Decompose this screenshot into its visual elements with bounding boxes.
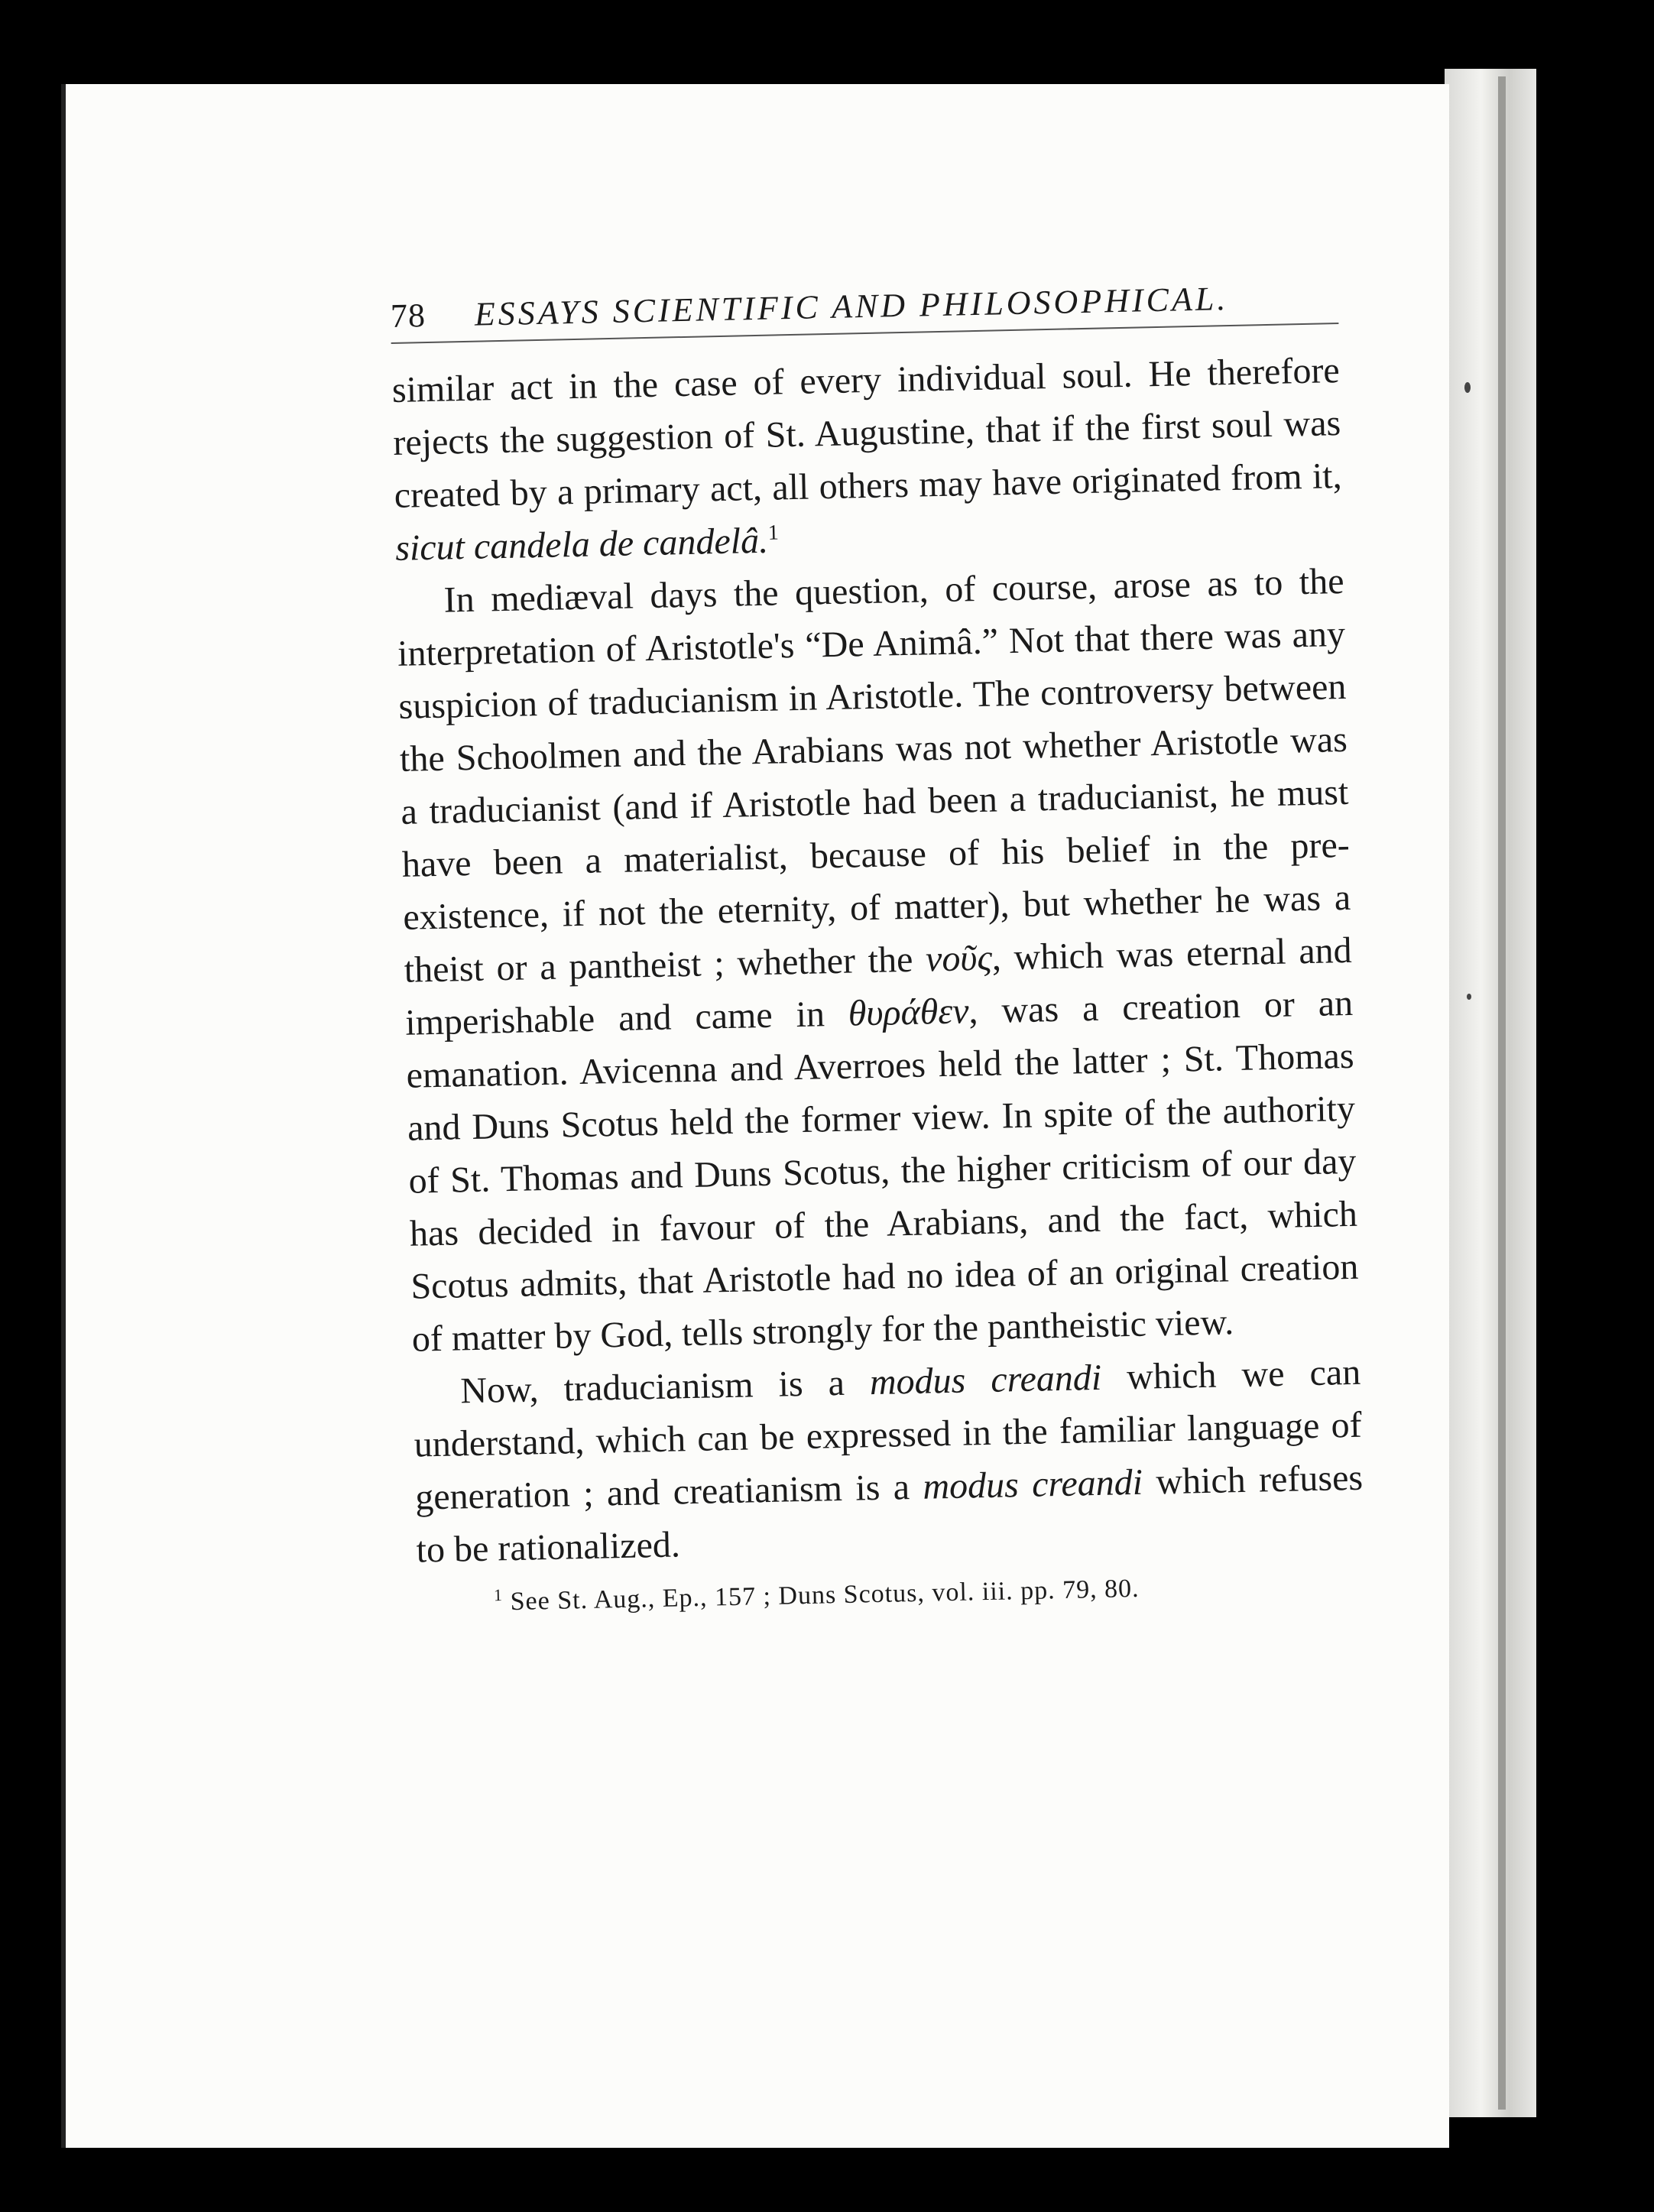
paragraph-3-text-c: which refuses to be rationalized.: [416, 1457, 1364, 1571]
footnote-reference: 1: [767, 521, 780, 545]
latin-phrase: sicut candela de candelâ.: [394, 520, 769, 569]
paragraph-3: [413, 1346, 1365, 1577]
paragraph-1: [391, 344, 1344, 575]
greek-word-nous: νοῦς: [925, 937, 993, 980]
latin-phrase-modus-creandi-1: modus creandi: [869, 1357, 1102, 1403]
paragraph-2-text-b: , which was eternal and imperishable and came in: [404, 929, 1353, 1043]
adjacent-page-edge: [1445, 69, 1536, 2117]
printed-text-block: [390, 263, 1365, 1621]
dust-speck: [1467, 994, 1471, 1000]
page-gutter-shadow: [1498, 76, 1506, 2110]
footnote-text: See St. Aug., Ep., 157 ; Duns Scotus, vol. iii. pp. 79, 80.: [510, 1574, 1140, 1617]
paragraph-2-text-a: In mediæval days the question, of course, arose as to the interpretation of Aristotle's “De Animâ.” Not that there was any suspicion of traducianism in Aristotle. The controversy between the Schoolmen and the Arabians was not whether Aristotle was a traducianist (and if Aristotle had been a traducianist, he must have been a materialist, because of his belief in the pre-existence, if not the eternity, of matter), but whether he was a theist or a pantheist ; whether the: [397, 560, 1351, 991]
page-number: 78: [390, 297, 426, 335]
latin-phrase-modus-creandi-2: modus creandi: [922, 1461, 1143, 1507]
dust-speck: [1464, 382, 1471, 393]
paragraph-2-text-c: , was a creation or an emanation. Avicenna and Averroes held the latter ; St. Thomas and Duns Scotus held the former view. In spite of the authority of St. Thomas and Duns Scotus, the higher criticism of our day has decided in favour of the Arabians, and the fact, which Scotus admits, that Aristotle had no idea of an original creation of matter by God, tells strongly for the pantheistic view.: [406, 982, 1359, 1360]
running-title: ESSAYS SCIENTIFIC AND PHILOSOPHICAL.: [474, 280, 1229, 333]
paragraph-2: [396, 555, 1360, 1366]
body-text: [391, 344, 1364, 1577]
footnote-marker: 1: [493, 1584, 504, 1605]
paragraph-1-text: similar act in the case of every individual soul. He therefore rejects the suggestion of St. Augustine, that if the first soul was created by a primary act, all others may have originated from it,: [391, 350, 1343, 516]
greek-word-thurathen: θυράθεν: [848, 991, 970, 1034]
paragraph-3-text-a: Now, traducianism is a: [459, 1362, 871, 1412]
paragraph-3-text-b: which we can understand, which can be expressed in the familiar language of generation ; and creatianism is a: [414, 1351, 1363, 1518]
